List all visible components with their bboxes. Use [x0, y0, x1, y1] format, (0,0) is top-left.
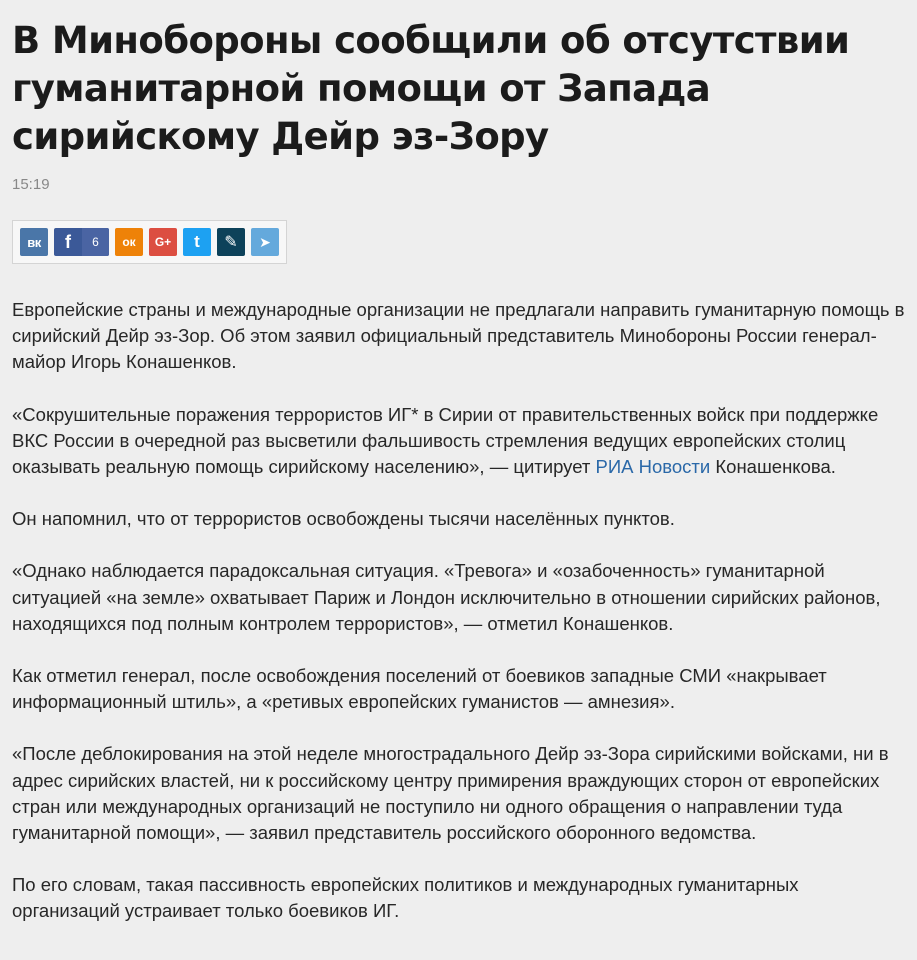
paragraph: По его словам, такая пассивность европейских политиков и международных гуманитарных организаций устраивает только боевиков ИГ. — [12, 874, 799, 922]
facebook-share-count: 6 — [82, 228, 109, 256]
telegram-icon: ➤ — [259, 233, 271, 250]
odnoklassniki-icon: ок — [122, 235, 136, 249]
paragraph: Как отметил генерал, после освобождения поселений от боевиков западные СМИ «накрывает информационный штиль», а «ретивых европейских гуманистов — амнезия». — [12, 665, 827, 713]
facebook-icon: f — [65, 231, 71, 252]
vk-icon: вк — [27, 234, 41, 250]
article-body — [12, 297, 907, 925]
article — [12, 0, 907, 951]
paragraph: Европейские страны и международные организации не предлагали направить гуманитарную помощь в сирийский Дейр эз-Зор. Об этом заявил официальный представитель Минобороны России генерал-майор Игорь Конашенков. — [12, 299, 905, 373]
share-google-plus-button[interactable] — [149, 228, 177, 256]
paragraph: Он напомнил, что от террористов освобождены тысячи населённых пунктов. — [12, 508, 675, 530]
livejournal-icon: ✎ — [224, 234, 238, 251]
publish-time: 15:19 — [12, 176, 50, 193]
paragraph-text: «Сокрушительные поражения террористов ИГ* в Сирии от правительственных войск при поддержке ВКС России в очередной раз высветили фальшивость стремления ведущих европейских столиц оказывать реальную помощь сирийскому населению», — цитирует — [12, 403, 879, 478]
ria-novosti-link[interactable]: РИА Новости — [595, 456, 711, 478]
share-livejournal-button[interactable] — [217, 228, 245, 256]
paragraph: «После деблокирования на этой неделе многострадального Дейр эз-Зора сирийскими войсками, ни в адрес сирийских властей, ни к российскому центру примирения враждующих сторон от европейских стран или международных организаций не поступило ни одного обращения о направлении туда гуманитарной помощи», — заявил представитель российского оборонного ведомства. — [12, 743, 889, 844]
paragraph-text: Конашенкова. — [710, 456, 836, 478]
share-twitter-button[interactable] — [183, 228, 211, 256]
google-plus-icon: G+ — [154, 235, 172, 249]
paragraph — [12, 402, 907, 481]
share-odnoklassniki-button[interactable] — [115, 228, 143, 256]
share-facebook-button[interactable] — [54, 228, 109, 256]
article-title: В Минобороны сообщили об отсутствии гуманитарной помощи от Запада сирийскому Дейр эз-Зору — [12, 19, 850, 158]
share-bar — [12, 220, 287, 264]
share-telegram-button[interactable] — [251, 228, 279, 256]
paragraph: «Однако наблюдается парадоксальная ситуация. «Тревога» и «озабоченность» гуманитарной ситуацией «на земле» охватывает Париж и Лондон исключительно в отношении сирийских районов, находящихся под полным контролем террористов», — отметил Конашенков. — [12, 560, 881, 634]
share-vk-button[interactable] — [20, 228, 48, 256]
twitter-icon: t — [194, 232, 200, 251]
